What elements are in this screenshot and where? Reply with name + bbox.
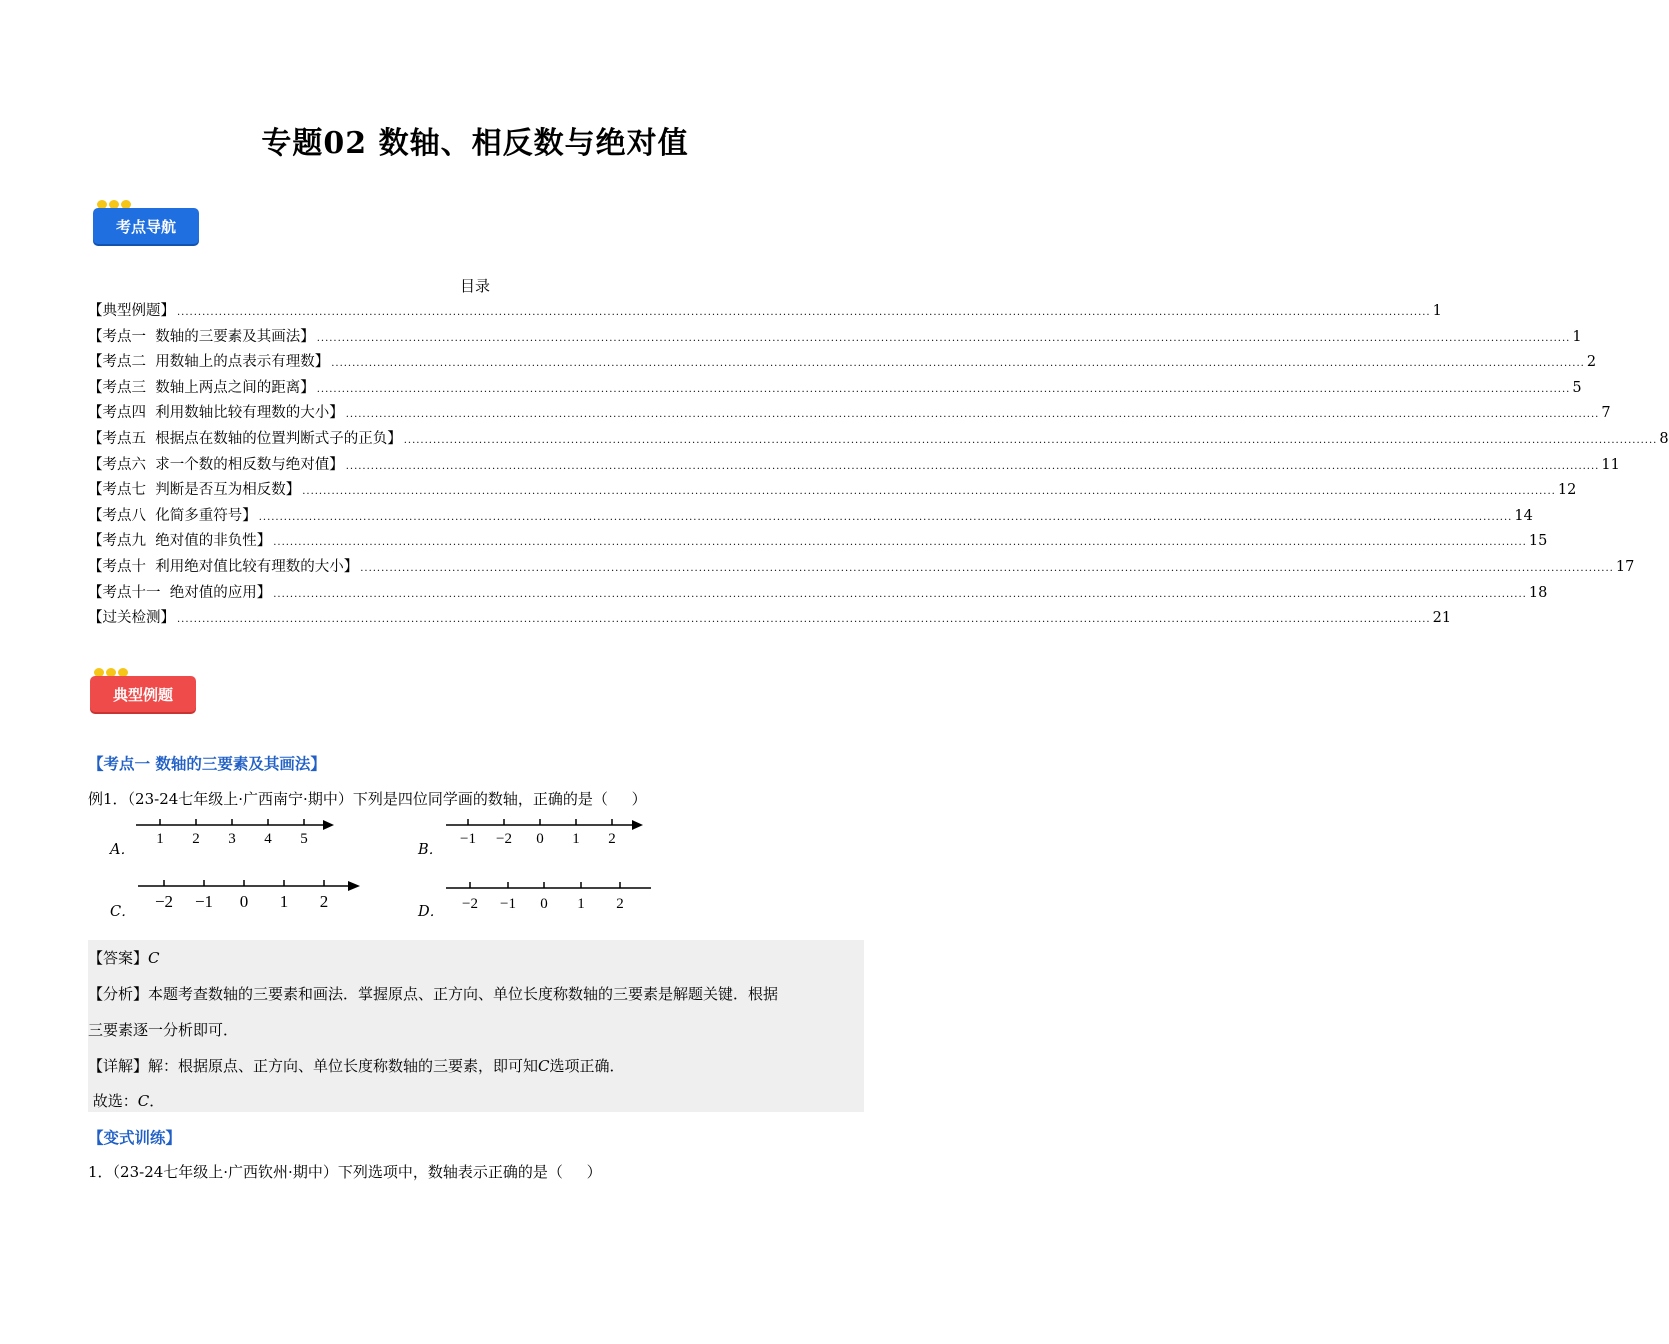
option-c-number-line bbox=[132, 876, 364, 916]
detail-pre: 解：根据原点、正方向、单位长度称数轴的三要素，即可知 bbox=[148, 1057, 539, 1075]
toc-row[interactable] bbox=[88, 529, 1548, 555]
toc-page-number: 21 bbox=[1432, 610, 1452, 627]
answer-value: C bbox=[148, 949, 160, 967]
answer-line bbox=[88, 947, 160, 968]
table-of-contents bbox=[88, 299, 1669, 632]
detail-post: 选项正确． bbox=[549, 1057, 625, 1075]
toc-row[interactable] bbox=[88, 581, 1548, 607]
toc-leader-dots: ............................................................................................................................................................................................................................................................................................................ bbox=[273, 537, 1527, 549]
toc-leader-dots: ............................................................................................................................................................................................................................................................................................................ bbox=[345, 409, 1600, 421]
toc-page-number: 7 bbox=[1601, 405, 1611, 422]
toc-page-number: 2 bbox=[1586, 354, 1597, 371]
toc-label[interactable]: 【考点六 求一个数的相反数与绝对值】 bbox=[88, 456, 344, 473]
variant-heading: 【变式训练】 bbox=[88, 1129, 182, 1147]
toc-row[interactable] bbox=[88, 350, 1597, 376]
toc-page-number: 1 bbox=[1432, 303, 1442, 319]
toc-label[interactable]: 【过关检测】 bbox=[88, 610, 175, 627]
toc-label[interactable]: 【考点八 化简多重符号】 bbox=[88, 507, 257, 524]
toc-leader-dots: ............................................................................................................................................................................................................................................................................................................ bbox=[258, 511, 1513, 523]
option-d-label: D． bbox=[418, 904, 445, 920]
toc-row[interactable] bbox=[88, 376, 1582, 402]
toc-leader-dots: ............................................................................................................................................................................................................................................................................................................ bbox=[345, 460, 1600, 472]
arrow-head-icon bbox=[348, 881, 360, 891]
toc-row[interactable] bbox=[88, 299, 1442, 325]
toc-page-number: 11 bbox=[1601, 456, 1620, 473]
choose-var: C bbox=[137, 1092, 150, 1110]
section-heading: 【考点一 数轴的三要素及其画法】 bbox=[88, 755, 326, 773]
toc-leader-dots: ............................................................................................................................................................................................................................................................................................................ bbox=[331, 358, 1585, 370]
toc-page-number: 5 bbox=[1572, 379, 1582, 396]
option-a-number-line bbox=[130, 815, 340, 855]
axis-tick-label: 1 bbox=[279, 892, 289, 911]
arrow-head-icon bbox=[323, 820, 334, 830]
axis-tick-label: 0 bbox=[239, 892, 249, 911]
option-c-label: C． bbox=[110, 904, 136, 920]
page-title: 专题02 数轴、相反数与绝对值 bbox=[261, 126, 689, 161]
toc-row[interactable] bbox=[88, 555, 1635, 581]
toc-label[interactable]: 【考点四 利用数轴比较有理数的大小】 bbox=[88, 405, 344, 422]
axis-tick-label: 2 bbox=[319, 892, 329, 911]
toc-page-number: 15 bbox=[1528, 533, 1548, 550]
detail-line bbox=[88, 1055, 625, 1076]
nav-badge-label: 考点导航 bbox=[93, 208, 199, 244]
axis-tick-label: −2 bbox=[462, 896, 478, 912]
toc-leader-dots: ............................................................................................................................................................................................................................................................................................................ bbox=[316, 332, 1571, 344]
toc-leader-dots: ............................................................................................................................................................................................................................................................................................................ bbox=[302, 486, 1556, 498]
axis-tick-label: 2 bbox=[616, 896, 624, 912]
toc-leader-dots: ............................................................................................................................................................................................................................................................................................................ bbox=[177, 614, 1431, 626]
axis-tick-label: 0 bbox=[540, 896, 548, 912]
toc-row[interactable] bbox=[88, 453, 1620, 479]
arrow-head-icon bbox=[632, 820, 643, 830]
choose-line bbox=[88, 1090, 164, 1111]
axis-tick-label: −2 bbox=[496, 831, 512, 847]
option-d-number-line bbox=[440, 876, 655, 916]
detail-var: C bbox=[538, 1057, 550, 1075]
axis-tick-label: 2 bbox=[608, 831, 616, 847]
toc-leader-dots: ............................................................................................................................................................................................................................................................................................................ bbox=[403, 434, 1658, 446]
toc-page-number: 18 bbox=[1528, 584, 1548, 601]
toc-page-number: 12 bbox=[1557, 482, 1577, 499]
axis-tick-label: 1 bbox=[577, 896, 585, 912]
axis-tick-label: −1 bbox=[460, 831, 476, 847]
axis-tick-label: 3 bbox=[228, 831, 236, 847]
toc-label[interactable]: 【考点二 用数轴上的点表示有理数】 bbox=[88, 354, 330, 371]
toc-row[interactable] bbox=[88, 427, 1669, 453]
axis-tick-label: −2 bbox=[154, 892, 174, 911]
examples-badge bbox=[90, 676, 196, 712]
analysis-tag: 【分析】 bbox=[88, 985, 149, 1003]
example-question: 例1．（23-24七年级上·广西南宁·期中）下列是四位同学画的数轴，正确的是（ ） bbox=[88, 790, 647, 808]
toc-row[interactable] bbox=[88, 401, 1611, 427]
answer-tag: 【答案】 bbox=[88, 949, 149, 967]
toc-label[interactable]: 【考点三 数轴上两点之间的距离】 bbox=[88, 379, 315, 396]
axis-tick-label: 4 bbox=[264, 831, 272, 847]
toc-page-number: 17 bbox=[1615, 558, 1635, 575]
nav-badge bbox=[93, 208, 199, 244]
detail-tag: 【详解】 bbox=[88, 1057, 149, 1075]
axis-tick-label: 2 bbox=[192, 831, 200, 847]
toc-page-number: 8 bbox=[1659, 430, 1669, 447]
toc-leader-dots: ............................................................................................................................................................................................................................................................................................................ bbox=[273, 588, 1527, 600]
choose-post: ． bbox=[149, 1092, 165, 1110]
option-b-label: B． bbox=[418, 842, 444, 858]
toc-label[interactable]: 【考点一 数轴的三要素及其画法】 bbox=[88, 328, 315, 345]
axis-tick-label: 1 bbox=[156, 831, 164, 847]
toc-leader-dots: ............................................................................................................................................................................................................................................................................................................ bbox=[177, 307, 1431, 318]
axis-tick-label: −1 bbox=[194, 892, 214, 911]
choose-pre: 故选： bbox=[88, 1092, 138, 1110]
toc-row[interactable] bbox=[88, 325, 1582, 351]
toc-label[interactable]: 【典型例题】 bbox=[88, 303, 175, 319]
toc-label[interactable]: 【考点七 判断是否互为相反数】 bbox=[88, 482, 301, 499]
toc-leader-dots: ............................................................................................................................................................................................................................................................................................................ bbox=[360, 562, 1614, 574]
axis-tick-label: 0 bbox=[536, 831, 544, 847]
toc-label[interactable]: 【考点十一 绝对值的应用】 bbox=[88, 584, 272, 601]
toc-row[interactable] bbox=[88, 478, 1577, 504]
toc-row[interactable] bbox=[88, 606, 1452, 632]
option-a-label: A． bbox=[110, 842, 135, 858]
variant-question-1: 1．（23-24七年级上·广西钦州·期中）下列选项中，数轴表示正确的是（ ） bbox=[88, 1163, 602, 1181]
toc-page-number: 1 bbox=[1572, 328, 1582, 345]
toc-heading: 目录 bbox=[459, 277, 490, 295]
analysis-line-1 bbox=[88, 983, 778, 1004]
axis-tick-label: 5 bbox=[300, 831, 308, 847]
toc-page-number: 14 bbox=[1514, 507, 1533, 524]
toc-label[interactable]: 【考点九 绝对值的非负性】 bbox=[88, 533, 272, 550]
axis-tick-label: 1 bbox=[572, 831, 580, 847]
examples-badge-label: 典型例题 bbox=[90, 676, 196, 712]
toc-leader-dots: ............................................................................................................................................................................................................................................................................................................ bbox=[316, 383, 1571, 395]
toc-row[interactable] bbox=[88, 504, 1533, 530]
analysis-text-1: 本题考查数轴的三要素和画法．掌握原点、正方向、单位长度称数轴的三要素是解题关键．根据 bbox=[148, 985, 779, 1003]
toc-label[interactable]: 【考点五 根据点在数轴的位置判断式子的正负】 bbox=[88, 430, 402, 447]
analysis-line-2: 三要素逐一分析即可． bbox=[88, 1021, 239, 1039]
option-b-number-line bbox=[440, 815, 650, 855]
axis-tick-label: −1 bbox=[500, 896, 516, 912]
toc-label[interactable]: 【考点十 利用绝对值比较有理数的大小】 bbox=[88, 558, 359, 575]
